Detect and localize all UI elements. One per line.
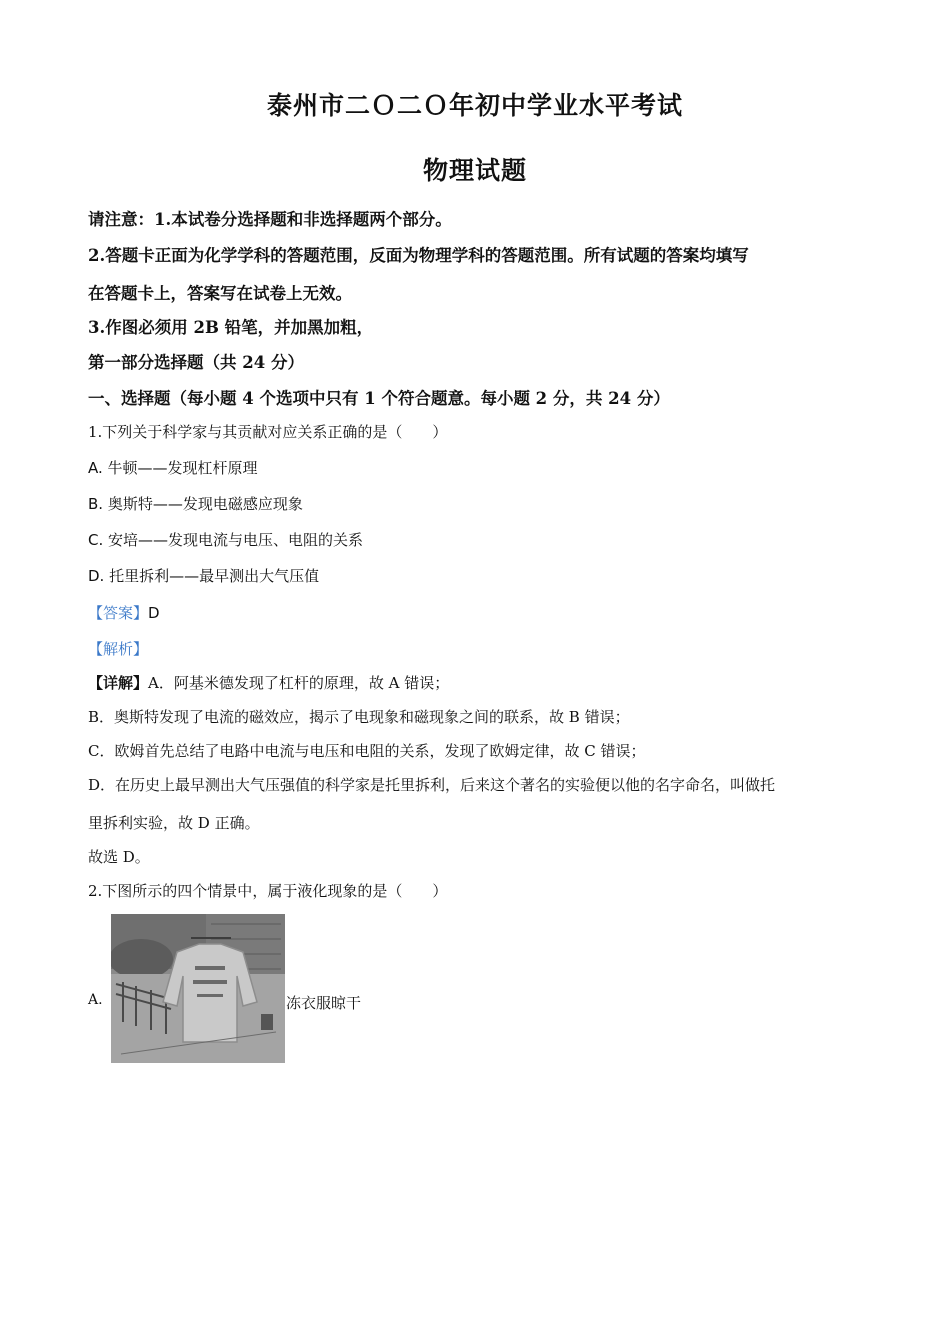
note-1: 请注意：1.本试卷分选择题和非选择题两个部分。: [88, 210, 452, 229]
analysis-tag: 【解析】: [88, 640, 149, 658]
part-heading: 第一部分选择题（共 24 分）: [88, 353, 304, 372]
q1-conclusion: 故选 D。: [88, 848, 150, 866]
frozen-clothes-photo: [111, 914, 285, 1063]
detail-d-line-1: D．在历史上最早测出大气压强值的科学家是托里拆利，后来这个著名的实验便以他的名字命名，叫做托: [88, 776, 776, 794]
answer-tag: 【答案】: [88, 604, 149, 622]
exam-title: 泰州市二Ｏ二Ｏ年初中学业水平考试: [266, 91, 683, 120]
section-heading: 一、选择题（每小题 4 个选项中只有 1 个符合题意。每小题 2 分，共 24 分）: [88, 389, 670, 408]
q1-option-d: D. 托里拆利——最早测出大气压值: [88, 567, 320, 585]
detail-tag: 【详解】: [88, 674, 149, 692]
q1-option-c: C. 安培——发现电流与电压、电阻的关系: [88, 531, 364, 549]
q2-option-a-text: 冻衣服晾干: [286, 994, 362, 1012]
q1-answer: [88, 602, 160, 623]
q2-option-a-letter: A.: [88, 992, 103, 1008]
note-3: 3.作图必须用 2B 铅笔，并加黑加粗，: [88, 318, 374, 337]
q1-option-b: B. 奥斯特——发现电磁感应现象: [88, 495, 303, 513]
q2-stem: 2.下图所示的四个情景中，属于液化现象的是（ ）: [88, 882, 448, 900]
q1-stem: 1.下列关于科学家与其贡献对应关系正确的是（ ）: [88, 423, 448, 441]
detail-a: [88, 672, 449, 693]
detail-a-text: A．阿基米德发现了杠杆的原理，故 A 错误；: [148, 674, 450, 692]
detail-b: B．奥斯特发现了电流的磁效应，揭示了电现象和磁现象之间的联系，故 B 错误；: [88, 708, 630, 726]
frozen-clothes-image: [111, 914, 285, 1063]
q1-option-a: A. 牛顿——发现杠杆原理: [88, 459, 258, 477]
exam-subtitle: 物理试题: [422, 156, 527, 185]
detail-d-line-2: 里拆利实验，故 D 正确。: [88, 814, 260, 832]
note-2a: 2.答题卡正面为化学学科的答题范围，反面为物理学科的答题范围。所有试题的答案均填写: [88, 246, 749, 265]
answer-value: D: [148, 604, 160, 622]
detail-c: C．欧姆首先总结了电路中电流与电压和电阻的关系，发现了欧姆定律，故 C 错误；: [88, 742, 646, 760]
note-2b: 在答题卡上，答案写在试卷上无效。: [88, 284, 352, 303]
